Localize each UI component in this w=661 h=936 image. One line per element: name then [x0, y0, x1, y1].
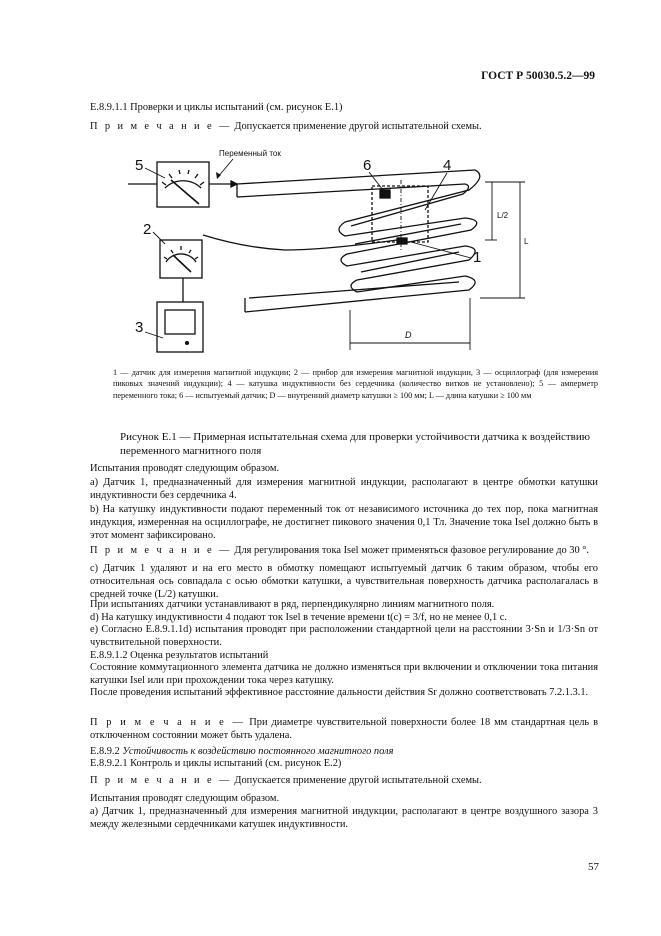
note-2: П р и м е ч а н и е — Для регулирования тока Isel может применяться фазовое регулирование до 30 °.	[90, 545, 590, 556]
label-1: 1	[473, 249, 482, 266]
note-text: Допускается применение другой испытательной схемы.	[231, 121, 482, 132]
para-rows: При испытаниях датчики устанавливают в ряд, перпендикулярно линиям магнитного поля.	[90, 599, 495, 610]
para-after: После проведения испытаний эффективное расстояние дальности действия Sr должно соответствовать 7.2.1.3.1.	[90, 687, 589, 698]
note-4: П р и м е ч а н и е — Допускается применение другой испытательной схемы.	[90, 775, 482, 786]
note-3: П р и м е ч а н и е — При диаметре чувствительной поверхности более 18 мм стандартная цель в отключенном состоянии может быть удалена.	[90, 717, 598, 741]
para-a: а) Датчик 1, предназначенный для измерения магнитной индукции, располагают в центре обмотки катушки индуктивности без сердечника 4.	[90, 477, 598, 501]
test-circuit-figure	[125, 140, 545, 365]
section-heading: Е.8.9.1.1 Проверки и циклы испытаний (см. рисунок Е.1)	[90, 102, 343, 113]
note-label: П р и м е ч а н и е —	[90, 121, 232, 132]
dim-length: L	[524, 237, 529, 246]
para-e: е) Согласно Е.8.9.1.1d) испытания проводят при расположении стандартной цели на расстоянии 3·Sn и 1/3·Sn от чувствительной поверхности.	[90, 624, 598, 648]
para-c: с) Датчик 1 удаляют и на его место в обмотку помещают испытуемый датчик 6 таким образом, чтобы его относительная ось совпадала с осью обмотки катушки, а чувствительная поверхность датчика располагалась в средней точке (L/2) катушки.	[90, 563, 598, 600]
probe-sensor	[397, 238, 407, 244]
dut-sensor	[380, 190, 390, 198]
para-b: b) На катушку индуктивности подают переменный ток от независимого источника до тех пор, пока магнитная индукция, измеренная на осциллографе, не достигнет пикового значения 0,1 Тл. Значение тока Isel должно быть в этот момент зафиксировано.	[90, 504, 598, 541]
label-3: 3	[135, 319, 144, 336]
figure-legend: 1 — датчик для измерения магнитной индукции; 2 — прибор для измерения магнитной индукции, 3 — осциллограф (для измерения пиковых значений индукции); 4 — катушка индуктивности без сердечника (количество витков не установлено); 5 — амперметр переменного тока; 6 — испытуемый датчик; D — внутренний диаметр катушки ≥ 100 мм; L — длина катушки ≥ 100 мм	[113, 368, 598, 400]
page-number: 57	[588, 861, 599, 873]
ac-current-label: Переменный ток	[219, 149, 281, 158]
dim-diameter: D	[405, 330, 412, 340]
dim-half-length: L/2	[497, 211, 509, 220]
para-probe: а) Датчик 1, предназначенный для измерения магнитной индукции, располагают в центре воздушного зазора 3 между железными сердечниками катушек индуктивности.	[90, 806, 598, 830]
oscilloscope-screen	[165, 310, 195, 334]
coil	[237, 170, 480, 312]
para-state: Состояние коммутационного элемента датчика не должно изменяться при включении и отключении тока питания катушки Isel или при прохождении тока через катушку.	[90, 662, 598, 686]
para-1: Испытания проводят следующим образом.	[90, 463, 280, 474]
section-dc-heading: Е.8.9.2 Устойчивость к воздействию постоянного магнитного поля	[90, 746, 394, 757]
label-5: 5	[135, 157, 144, 174]
meter-needle	[173, 255, 191, 272]
para-d: d) На катушку индуктивности 4 подают ток Isel в течение времени t(с) = 3/f, но не менее 0,1 с.	[90, 612, 507, 623]
subsection-heading: Е.8.9.1.2 Оценка результатов испытаний	[90, 650, 269, 661]
ammeter-scale	[165, 181, 201, 188]
figure-caption: Рисунок Е.1 — Примерная испытательная схема для проверки устойчивости датчика к воздействию переменного магнитного поля	[120, 431, 590, 457]
label-4: 4	[443, 157, 452, 174]
label-6: 6	[363, 157, 372, 174]
note-1	[90, 120, 598, 133]
document-header: ГОСТ Р 50030.5.2—99	[481, 70, 595, 82]
probe-cable	[203, 235, 397, 250]
label-2: 2	[143, 221, 152, 238]
para-control: Е.8.9.2.1 Контроль и циклы испытаний (см. рисунок Е.2)	[90, 758, 342, 769]
para-tests: Испытания проводят следующим образом.	[90, 793, 280, 804]
